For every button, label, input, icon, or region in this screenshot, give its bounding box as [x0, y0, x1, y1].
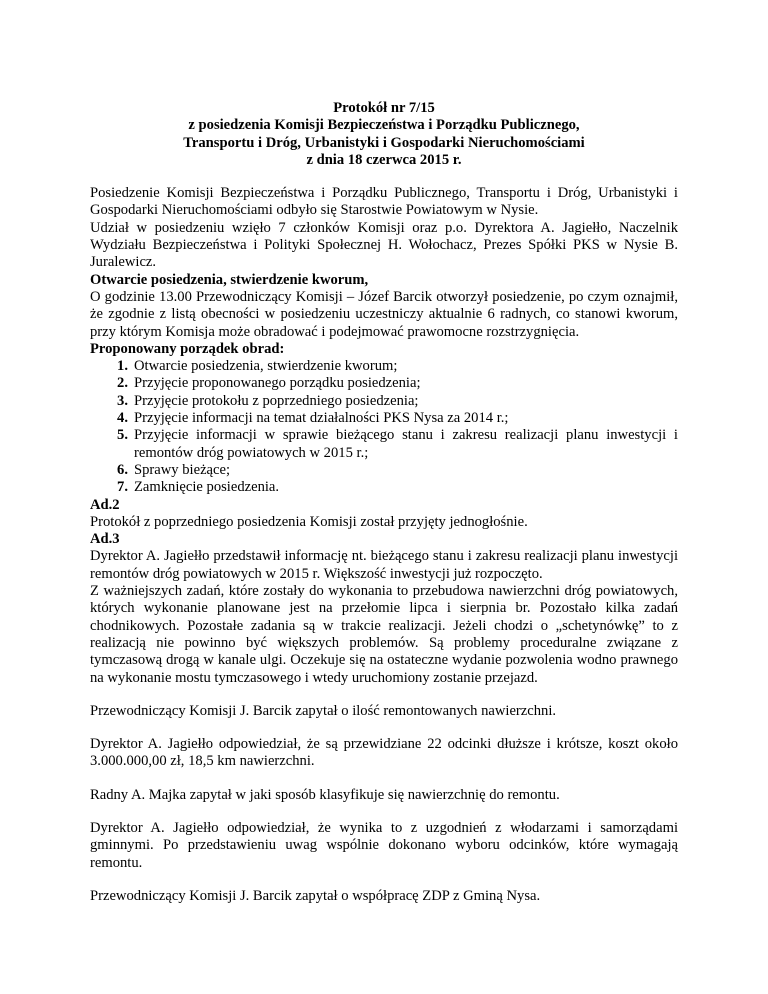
ad3-paragraph-6: Dyrektor A. Jagiełło odpowiedział, że wynika to z uzgodnień z włodarzami i samorządami gminnymi. Po przedstawieniu uwag wspólnie dokonano wyboru odcinków, które wymagają remontu. [90, 819, 678, 871]
agenda-item-number: 3. [117, 392, 128, 409]
agenda-item-number: 2. [117, 375, 128, 392]
agenda-item-number: 1. [117, 358, 128, 375]
title-line-3: Transportu i Dróg, Urbanistyki i Gospodarki Nieruchomościami [183, 134, 585, 151]
agenda-item [90, 427, 678, 462]
opening-text: O godzinie 13.00 Przewodniczący Komisji – Józef Barcik otworzył posiedzenie, po czym oznajmił, że zgodnie z listą obecności w posiedzeniu uczestniczy aktualnie 6 radnych, co stanowi kworum, przy którym Komisja może obradować i podejmować prawomocne rozstrzygnięcia. [90, 288, 678, 340]
agenda-item-text: Przyjęcie protokołu z poprzedniego posiedzenia; [134, 392, 419, 409]
title-line-1: Protokół nr 7/15 [333, 100, 435, 116]
agenda-item [90, 462, 678, 479]
agenda-item [90, 410, 678, 427]
agenda-item-text: Zamknięcie posiedzenia. [134, 479, 280, 496]
intro-paragraph-1: Posiedzenie Komisji Bezpieczeństwa i Porządku Publicznego, Transportu i Dróg, Urbanistyki i Gospodarki Nieruchomościami odbyło się Starostwie Powiatowym w Nysie. [90, 185, 678, 219]
agenda-heading: Proponowany porządek obrad: [90, 340, 285, 357]
agenda-item-text: Otwarcie posiedzenia, stwierdzenie kworum; [134, 358, 398, 375]
ad3-paragraph-1: Dyrektor A. Jagiełło przedstawił informację nt. bieżącego stanu i zakresu realizacji planu inwestycji remontów dróg powiatowych w 2015 r. Większość inwestycji już rozpoczęto. [90, 548, 678, 582]
ad2-heading: Ad.2 [90, 496, 120, 513]
agenda-item-text: Przyjęcie proponowanego porządku posiedzenia; [134, 375, 421, 392]
ad3-paragraph-2: Z ważniejszych zadań, które zostały do wykonania to przebudowa nawierzchni dróg powiatowych, których wykonanie planowane jest na przełomie lipca i sierpnia br. Pozostało kilka zadań chodnikowych. Pozostałe zadania są w trakcie realizacji. Jeżeli chodzi o „schetynówkę” to z realizacją nie powinno być większych problemów. Są problemy proceduralne związane z tymczasową drogą w kanale ulgi. Oczekuje się na ostateczne wydanie pozwolenia wodno prawnego na wykonanie mostu tymczasowego i wtedy uruchomiony zostanie przejazd. [90, 583, 678, 686]
ad2-text: Protokół z poprzedniego posiedzenia Komisji został przyjęty jednogłośnie. [90, 513, 528, 530]
ad3-paragraph-5: Radny A. Majka zapytał w jaki sposób klasyfikuje się nawierzchnię do remontu. [90, 786, 560, 803]
ad3-paragraph-7: Przewodniczący Komisji J. Barcik zapytał o współpracę ZDP z Gminą Nysa. [90, 887, 541, 904]
agenda-item-number: 4. [117, 410, 128, 427]
agenda-item [90, 479, 678, 496]
agenda-item [90, 393, 678, 410]
opening-heading: Otwarcie posiedzenia, stwierdzenie kworum, [90, 271, 369, 288]
ad3-paragraph-4: Dyrektor A. Jagiełło odpowiedział, że są przewidziane 22 odcinki dłuższe i krótsze, koszt około 3.000.000,00 zł, 18,5 km nawierzchni. [90, 736, 678, 770]
agenda-item-text: Przyjęcie informacji w sprawie bieżącego stanu i zakresu realizacji planu inwestycji i remontów dróg powiatowych w 2015 r.; [134, 427, 678, 461]
agenda-item [90, 375, 678, 392]
agenda-item-text: Sprawy bieżące; [134, 461, 231, 478]
title-line-4: z dnia 18 czerwca 2015 r. [306, 151, 462, 168]
agenda-list [90, 358, 678, 496]
agenda-item-number: 6. [117, 461, 128, 478]
agenda-item-number: 5. [117, 427, 128, 444]
agenda-item [90, 358, 678, 375]
agenda-item-text: Przyjęcie informacji na temat działalności PKS Nysa za 2014 r.; [134, 410, 509, 427]
ad3-paragraph-3: Przewodniczący Komisji J. Barcik zapytał o ilość remontowanych nawierzchni. [90, 702, 557, 719]
ad3-heading: Ad.3 [90, 531, 120, 548]
intro-paragraph-2: Udział w posiedzeniu wzięło 7 członków Komisji oraz p.o. Dyrektora A. Jagiełło, Naczelnik Wydziału Bezpieczeństwa i Polityki Społecznej H. Wołochacz, Prezes Spółki PKS w Nysie B. Juralewicz. [90, 219, 678, 271]
title-line-2: z posiedzenia Komisji Bezpieczeństwa i Porządku Publicznego, [188, 117, 580, 134]
agenda-item-number: 7. [117, 479, 128, 496]
document-title [90, 100, 678, 169]
